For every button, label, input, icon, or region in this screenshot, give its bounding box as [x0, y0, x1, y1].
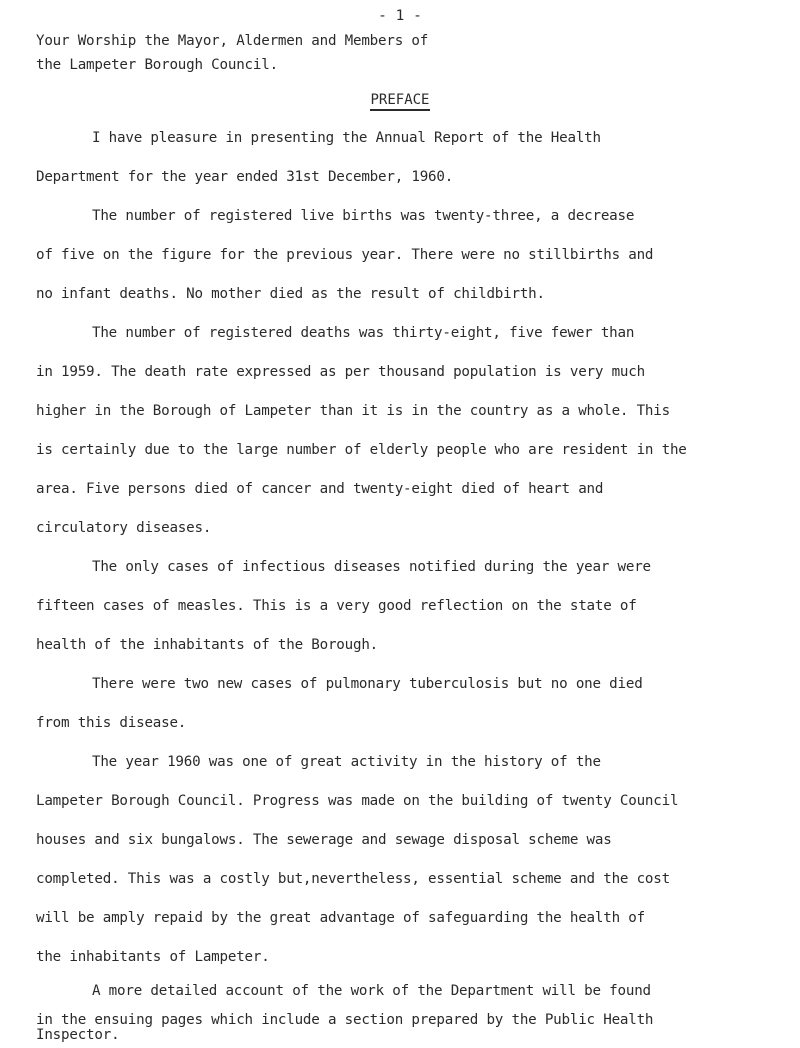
- preface-heading-text: PREFACE: [370, 92, 429, 111]
- body-line: houses and six bungalows. The sewerage and sewage disposal scheme was: [36, 832, 612, 848]
- body-line: Lampeter Borough Council. Progress was made on the building of twenty Council: [36, 793, 679, 809]
- body-line: from this disease.: [36, 715, 187, 731]
- body-line: Inspector.: [36, 1027, 120, 1043]
- body-line: higher in the Borough of Lampeter than it is in the country as a whole. This: [36, 403, 670, 419]
- body-line: is certainly due to the large number of elderly people who are resident in the: [36, 442, 687, 458]
- body-line: circulatory diseases.: [36, 520, 212, 536]
- body-line: Department for the year ended 31st December, 1960.: [36, 169, 454, 185]
- body-line: The number of registered deaths was thirty-eight, five fewer than: [92, 325, 635, 341]
- body-line: in the ensuing pages which include a section prepared by the Public Health: [36, 1012, 654, 1028]
- salutation-line: the Lampeter Borough Council.: [36, 57, 278, 73]
- body-line: fifteen cases of measles. This is a very good reflection on the state of: [36, 598, 637, 614]
- salutation-line: Your Worship the Mayor, Aldermen and Members of: [36, 33, 429, 49]
- body-line: The year 1960 was one of great activity in the history of the: [92, 754, 601, 770]
- body-line: A more detailed account of the work of the Department will be found: [92, 983, 651, 999]
- body-line: of five on the figure for the previous year. There were no stillbirths and: [36, 247, 654, 263]
- body-line: health of the inhabitants of the Borough.: [36, 637, 379, 653]
- body-line: in 1959. The death rate expressed as per thousand population is very much: [36, 364, 645, 380]
- body-line: The number of registered live births was twenty-three, a decrease: [92, 208, 635, 224]
- page-number: - 1 -: [378, 8, 422, 24]
- body-line: I have pleasure in presenting the Annual Report of the Health: [92, 130, 601, 146]
- body-line: the inhabitants of Lampeter.: [36, 949, 270, 965]
- preface-heading: [0, 92, 800, 108]
- body-line: will be amply repaid by the great advantage of safeguarding the health of: [36, 910, 645, 926]
- body-line: There were two new cases of pulmonary tuberculosis but no one died: [92, 676, 643, 692]
- body-line: area. Five persons died of cancer and twenty-eight died of heart and: [36, 481, 604, 497]
- body-line: completed. This was a costly but,nevertheless, essential scheme and the cost: [36, 871, 670, 887]
- body-line: The only cases of infectious diseases notified during the year were: [92, 559, 651, 575]
- body-line: no infant deaths. No mother died as the result of childbirth.: [36, 286, 545, 302]
